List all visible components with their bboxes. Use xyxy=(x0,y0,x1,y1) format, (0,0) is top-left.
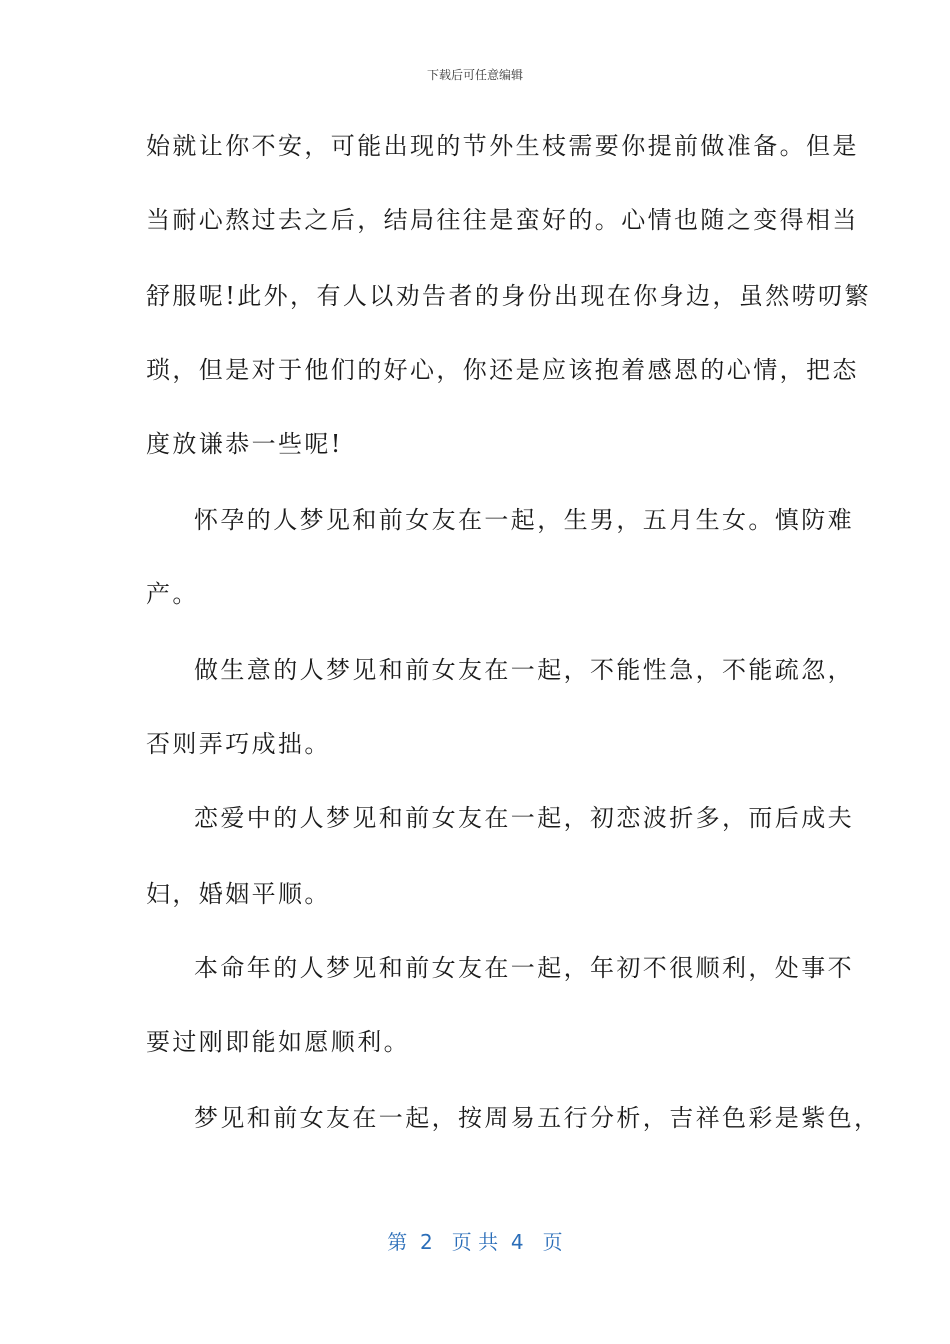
paragraph-start-line: 恋爱中的人梦见和前女友在一起，初恋波折多，而后成夫 xyxy=(194,804,854,832)
text-line: 舒服呢!此外，有人以劝告者的身份出现在你身边，虽然唠叨繁 xyxy=(146,282,871,310)
paragraph-start-line: 梦见和前女友在一起，按周易五行分析，吉祥色彩是紫色， xyxy=(194,1104,881,1132)
text-line: 当耐心熬过去之后，结局往往是蛮好的。心情也随之变得相当 xyxy=(146,206,859,234)
page-number: 第 2 页 共 4 页 xyxy=(387,1230,563,1254)
text-line: 要过刚即能如愿顺利。 xyxy=(146,1028,410,1056)
text-line: 度放谦恭一些呢! xyxy=(146,430,343,458)
paragraph-start-line: 本命年的人梦见和前女友在一起，年初不很顺利，处事不 xyxy=(194,954,854,982)
text-line: 妇，婚姻平顺。 xyxy=(146,880,331,908)
paragraph-start-line: 做生意的人梦见和前女友在一起，不能性急，不能疏忽， xyxy=(194,656,854,684)
text-line: 琐，但是对于他们的好心，你还是应该抱着感恩的心情，把态 xyxy=(146,356,859,384)
text-line: 始就让你不安，可能出现的节外生枝需要你提前做准备。但是 xyxy=(146,132,859,160)
header-note: 下载后可任意编辑 xyxy=(426,68,523,82)
text-line: 产。 xyxy=(146,580,199,608)
paragraph-start-line: 怀孕的人梦见和前女友在一起，生男，五月生女。慎防难 xyxy=(194,506,854,534)
text-line: 否则弄巧成拙。 xyxy=(146,730,331,758)
